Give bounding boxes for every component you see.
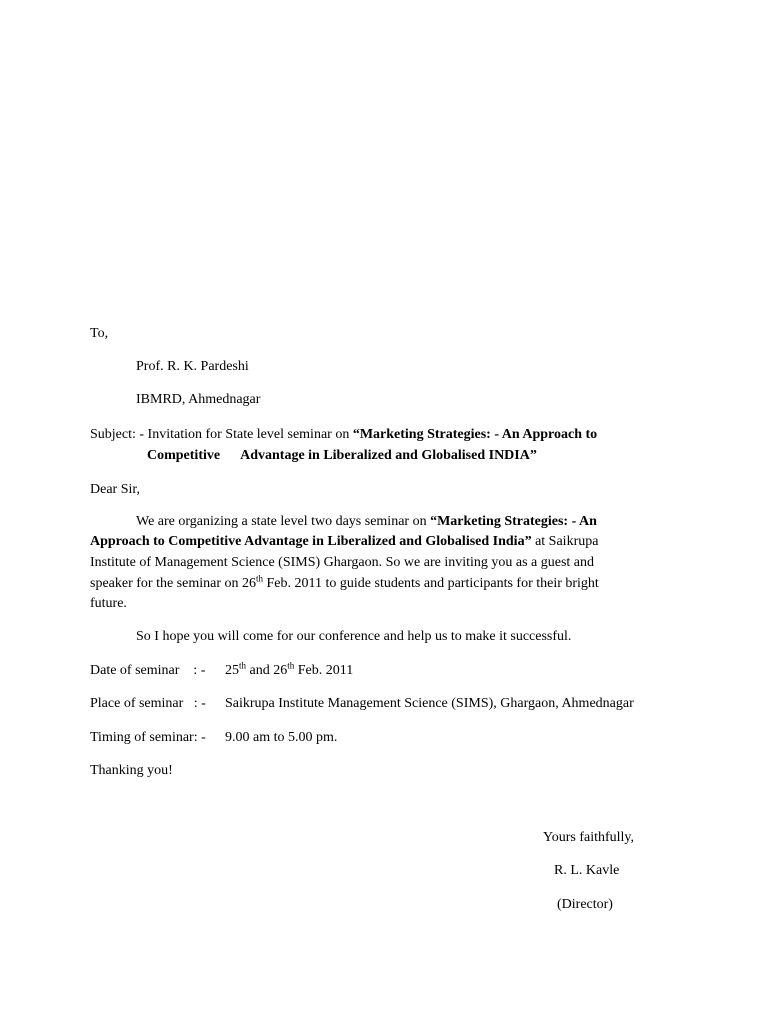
- place-label: Place of seminar : -: [90, 696, 206, 711]
- salutation-to: To,: [90, 326, 109, 341]
- timing-label: Timing of seminar: -: [90, 730, 206, 745]
- subject-prefix: Subject: - Invitation for State level seminar on: [90, 427, 353, 442]
- subject-title-part-1: “Marketing Strategies: - An Approach to: [352, 427, 598, 442]
- closing: Yours faithfully,: [543, 830, 635, 845]
- subject-title-part-2b: Advantage in Liberalized and Globalised INDIA”: [240, 448, 537, 463]
- date-tail: Feb. 2011: [294, 663, 354, 678]
- body-p1-line-2: [90, 533, 598, 551]
- body-p1-line-5: future.: [90, 596, 127, 611]
- body-p1-line-3: Institute of Management Science (SIMS) Ghargaon. So we are inviting you as a guest and: [90, 555, 595, 570]
- date-label: Date of seminar : -: [90, 663, 206, 678]
- date-d1-sup: th: [239, 660, 247, 671]
- place-of-seminar: [90, 695, 634, 713]
- place-value: Saikrupa Institute Management Science (SIMS), Ghargaon, Ahmednagar: [225, 696, 634, 711]
- date-d2-sup: th: [287, 660, 295, 671]
- greeting: Dear Sir,: [90, 482, 140, 497]
- body-p1-line-4-post: Feb. 2011 to guide students and participants for their bright: [263, 576, 599, 591]
- date-d1: 25: [225, 663, 239, 678]
- body-p1-line-4: [90, 575, 599, 593]
- signer-title: (Director): [557, 897, 613, 912]
- body-p1-bold-1: “Marketing Strategies: - An: [430, 514, 597, 529]
- body-p1-bold-2: Approach to Competitive Advantage in Liberalized and Globalised India”: [90, 534, 532, 549]
- signer-name: R. L. Kavle: [554, 863, 620, 878]
- recipient-org: IBMRD, Ahmednagar: [136, 392, 261, 407]
- subject-line-1: [90, 426, 597, 444]
- body-p1-line-4-pre: speaker for the seminar on 26: [90, 576, 256, 591]
- recipient-name: Prof. R. K. Pardeshi: [136, 359, 249, 374]
- timing-of-seminar: [90, 729, 337, 747]
- subject-line-2: [147, 447, 537, 465]
- timing-value: 9.00 am to 5.00 pm.: [225, 730, 338, 745]
- subject-title-part-2a: Competitive: [147, 448, 221, 463]
- body-p1-after-bold: at Saikrupa: [531, 534, 599, 549]
- body-p1-line-1: [136, 513, 597, 531]
- date-of-seminar: [90, 662, 353, 680]
- date-mid: and 26: [246, 663, 288, 678]
- thanks: Thanking you!: [90, 763, 173, 778]
- body-p1-line-4-sup: th: [256, 573, 264, 584]
- body-p2: So I hope you will come for our conference and help us to make it successful.: [136, 629, 572, 644]
- body-p1-intro: We are organizing a state level two days seminar on: [136, 514, 431, 529]
